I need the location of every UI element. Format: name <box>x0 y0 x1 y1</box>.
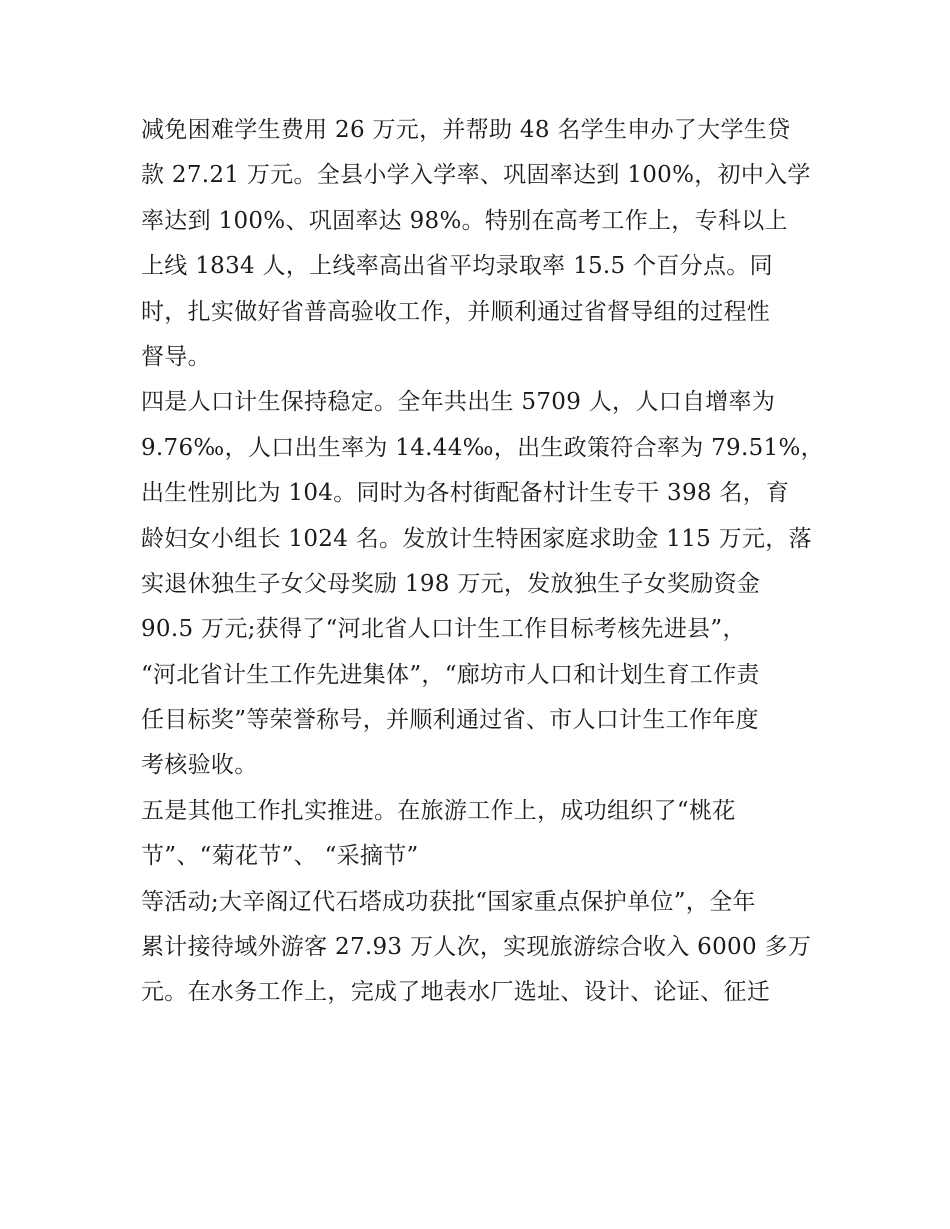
text-line: 龄妇女小组长 1024 名。发放计生特困家庭求助金 115 万元，落 <box>141 525 812 552</box>
text-line: 时，扎实做好省普高验收工作，并顺利通过省督导组的过程性 <box>141 298 771 325</box>
text-line: 款 27.21 万元。全县小学入学率、巩固率达到 100%，初中入学 <box>141 162 811 189</box>
text-line: 上线 1834 人，上线率高出省平均录取率 15.5 个百分点。同 <box>141 253 773 280</box>
text-line: 实退休独生子女父母奖励 198 万元，发放独生子女奖励资金 <box>141 570 761 597</box>
text-line: 出生性别比为 104。同时为各村街配备村计生专干 398 名，育 <box>141 480 790 507</box>
text-line: 累计接待域外游客 27.93 万人次，实现旅游综合收入 6000 多万 <box>141 934 812 961</box>
text-line: 率达到 100%、巩固率达 98%。特别在高考工作上，专科以上 <box>141 207 788 234</box>
text-line: 督导。 <box>141 343 211 370</box>
text-line: 减免困难学生费用 26 万元，并帮助 48 名学生申办了大学生贷 <box>141 117 791 143</box>
text-line: 五是其他工作扎实推进。在旅游工作上，成功组织了“桃花 <box>141 797 736 824</box>
text-line: 节”、“菊花节”、 “采摘节” <box>141 843 419 870</box>
body-text <box>141 108 824 1016</box>
text-line: 90.5 万元;获得了“河北省人口计生工作目标考核先进县”， <box>141 616 746 643</box>
text-line: 考核验收。 <box>141 752 258 779</box>
text-line: 元。在水务工作上，完成了地表水厂选址、设计、论证、征迁 <box>141 979 771 1006</box>
text-line: 9.76‰，人口出生率为 14.44‰，出生政策符合率为 79.51%， <box>141 434 824 461</box>
text-line: 任目标奖”等荣誉称号，并顺利通过省、市人口计生工作年度 <box>141 707 759 734</box>
text-line: 等活动;大辛阁辽代石塔成功获批“国家重点保护单位”，全年 <box>141 888 756 915</box>
text-line: “河北省计生工作先进集体”，“廊坊市人口和计划生育工作责 <box>141 661 760 688</box>
text-line: 四是人口计生保持稳定。全年共出生 5709 人，人口自增率为 <box>141 389 776 416</box>
